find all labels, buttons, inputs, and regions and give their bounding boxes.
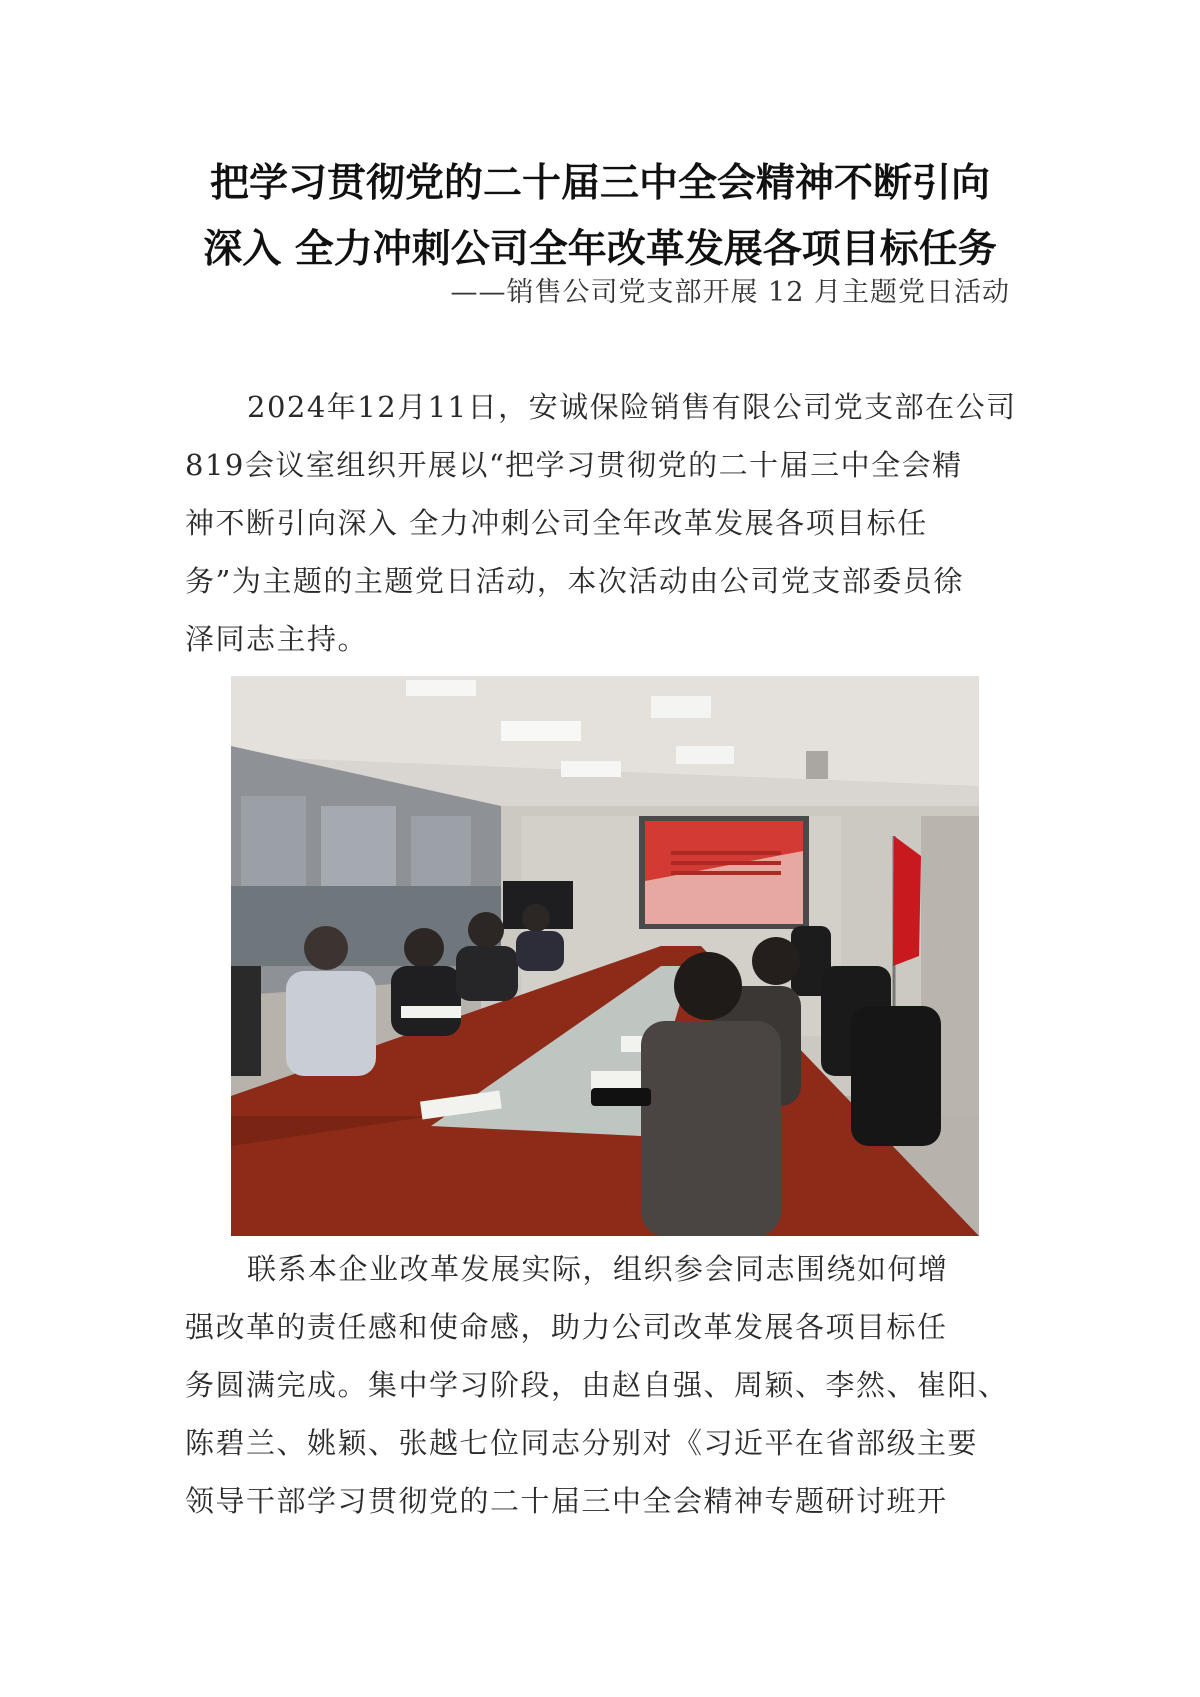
paragraph-1 [185,378,1015,668]
paragraph-2-line: 强改革的责任感和使命感，助力公司改革发展各项目标任 [185,1310,948,1344]
title-line-2: 深入 全力冲刺公司全年改革发展各项目标任务 [203,226,997,272]
paragraph-1-line: 务”为主题的主题党日活动，本次活动由公司党支部委员徐 [185,564,964,598]
paragraph-2-line: 领导干部学习贯彻党的二十届三中全会精神专题研讨班开 [185,1484,948,1518]
title-line-1: 把学习贯彻党的二十届三中全会精神不断引向 [209,160,990,206]
paragraph-1-line: 泽同志主持。 [185,622,369,656]
paragraph-1-line: 819会议室组织开展以“把学习贯彻党的二十届三中全会精 [185,448,963,482]
document-subtitle: ——销售公司党支部开展 12 月主题党日活动 [450,277,1010,308]
paragraph-2 [185,1240,1015,1530]
meeting-photo [231,676,979,1236]
document-title [160,150,1040,282]
paragraph-1-line: 2024年12月11日，安诚保险销售有限公司党支部在公司 [247,390,1017,424]
paragraph-1-line: 神不断引向深入 全力冲刺公司全年改革发展各项目标任 [185,506,928,540]
paragraph-2-line: 务圆满完成。集中学习阶段，由赵自强、周颖、李然、崔阳、 [185,1368,1009,1402]
paragraph-2-line: 联系本企业改革发展实际，组织参会同志围绕如何增 [247,1252,949,1286]
paragraph-2-line: 陈碧兰、姚颖、张越七位同志分别对《习近平在省部级主要 [185,1426,979,1460]
